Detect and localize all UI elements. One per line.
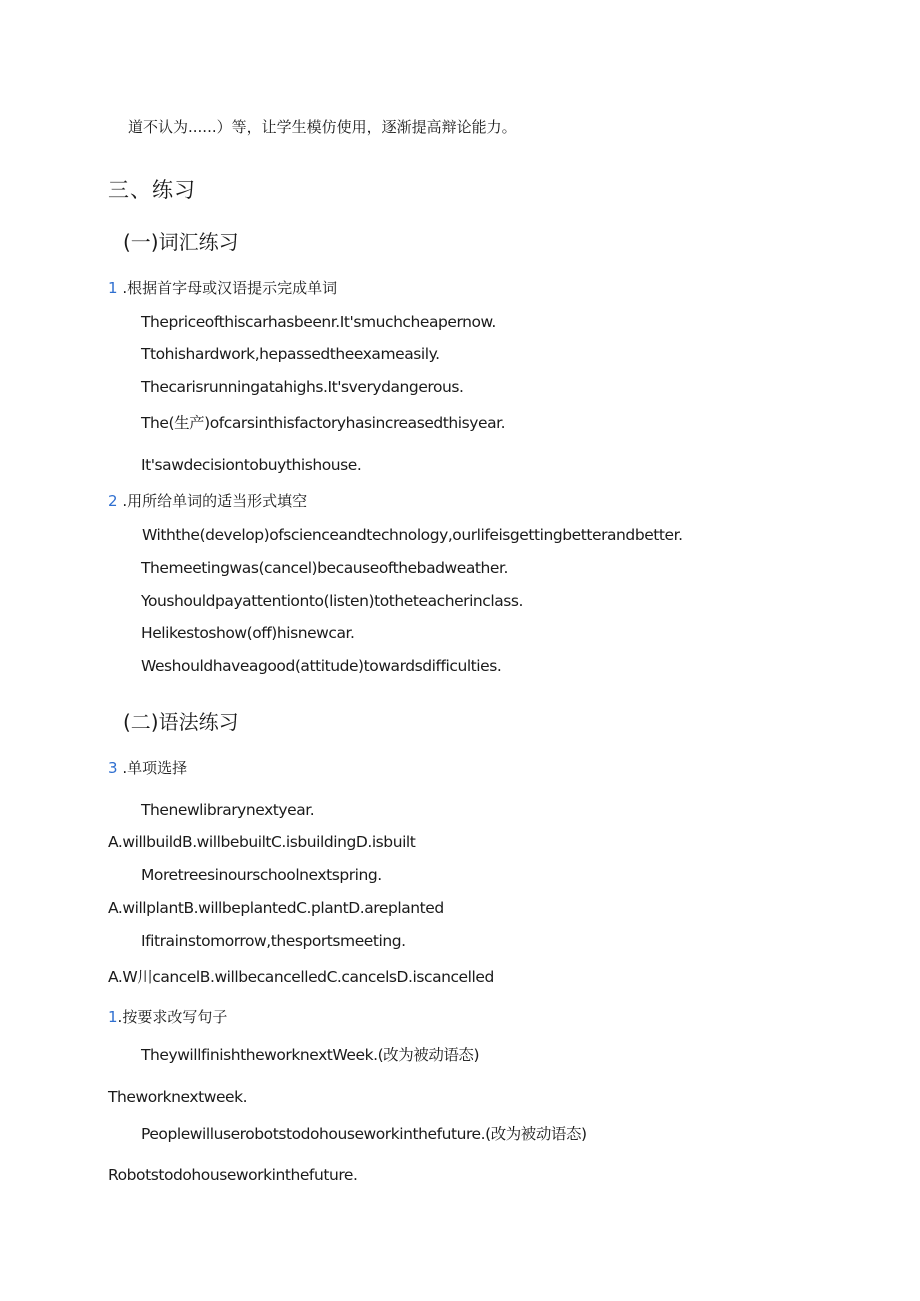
q1-stem: Thenewlibrarynextyear. <box>141 801 315 819</box>
rewrite-1-sentence: TheywillfinishtheworknextWeek.(改为被动语态) <box>141 1046 480 1064</box>
q2-stem: Moretreesinourschoolnextspring. <box>141 866 382 884</box>
task1-item-2: Ttohishardwork,hepassedtheexameasily. <box>141 345 440 363</box>
task3-number: 3 <box>108 759 118 777</box>
intro-line: 道不认为......）等，让学生模仿使用，逐渐提高辩论能力。 <box>128 118 517 136</box>
task4-text: .按要求改写句子 <box>117 1008 228 1026</box>
task4-instruction <box>108 1008 227 1026</box>
task2-item-3: Youshouldpayattentionto(listen)totheteacherinclass. <box>141 592 524 610</box>
task1-instruction <box>108 279 337 297</box>
task1-item-4: The(生产)ofcarsinthisfactoryhasincreasedthisyear. <box>141 414 506 432</box>
vocab-heading: (一)词汇练习 <box>123 230 239 254</box>
q2-options: A.willplantB.willbeplantedC.plantD.areplanted <box>108 899 444 917</box>
rewrite-1-answer: Theworknextweek. <box>108 1088 248 1106</box>
task2-instruction <box>108 492 307 510</box>
task1-text: .根据首字母或汉语提示完成单词 <box>117 279 338 297</box>
task1-item-3: Thecarisrunningatahighs.It'sverydangerous. <box>141 378 464 396</box>
task2-item-5: Weshouldhaveagood(attitude)towardsdifficulties. <box>141 657 502 675</box>
task2-item-4: Helikestoshow(off)hisnewcar. <box>141 624 355 642</box>
q3-options: A.W川cancelB.willbecancelledC.cancelsD.iscancelled <box>108 968 494 986</box>
task3-text: .单项选择 <box>117 759 188 777</box>
task1-number: 1 <box>108 279 118 297</box>
rewrite-2-sentence: Peoplewilluserobotstodohouseworkinthefuture.(改为被动语态) <box>141 1125 587 1143</box>
grammar-heading: (二)语法练习 <box>123 710 239 734</box>
task2-item-2: Themeetingwas(cancel)becauseofthebadweather. <box>141 559 508 577</box>
task2-item-1: Withthe(develop)ofscienceandtechnology,ourlifeisgettingbetterandbetter. <box>142 526 683 544</box>
task2-number: 2 <box>108 492 118 510</box>
task4-number: 1 <box>108 1008 118 1026</box>
task2-text: .用所给单词的适当形式填空 <box>117 492 308 510</box>
task1-item-1: Thepriceofthiscarhasbeenr.It'smuchcheapernow. <box>141 313 496 331</box>
q3-stem: Ifitrainstomorrow,thesportsmeeting. <box>141 932 406 950</box>
rewrite-2-answer: Robotstodohouseworkinthefuture. <box>108 1166 358 1184</box>
section-title: 三、练习 <box>108 178 196 202</box>
task1-item-5: It'sawdecisiontobuythishouse. <box>141 456 362 474</box>
task3-instruction <box>108 759 187 777</box>
q1-options: A.willbuildB.willbebuiltC.isbuildingD.isbuilt <box>108 833 416 851</box>
